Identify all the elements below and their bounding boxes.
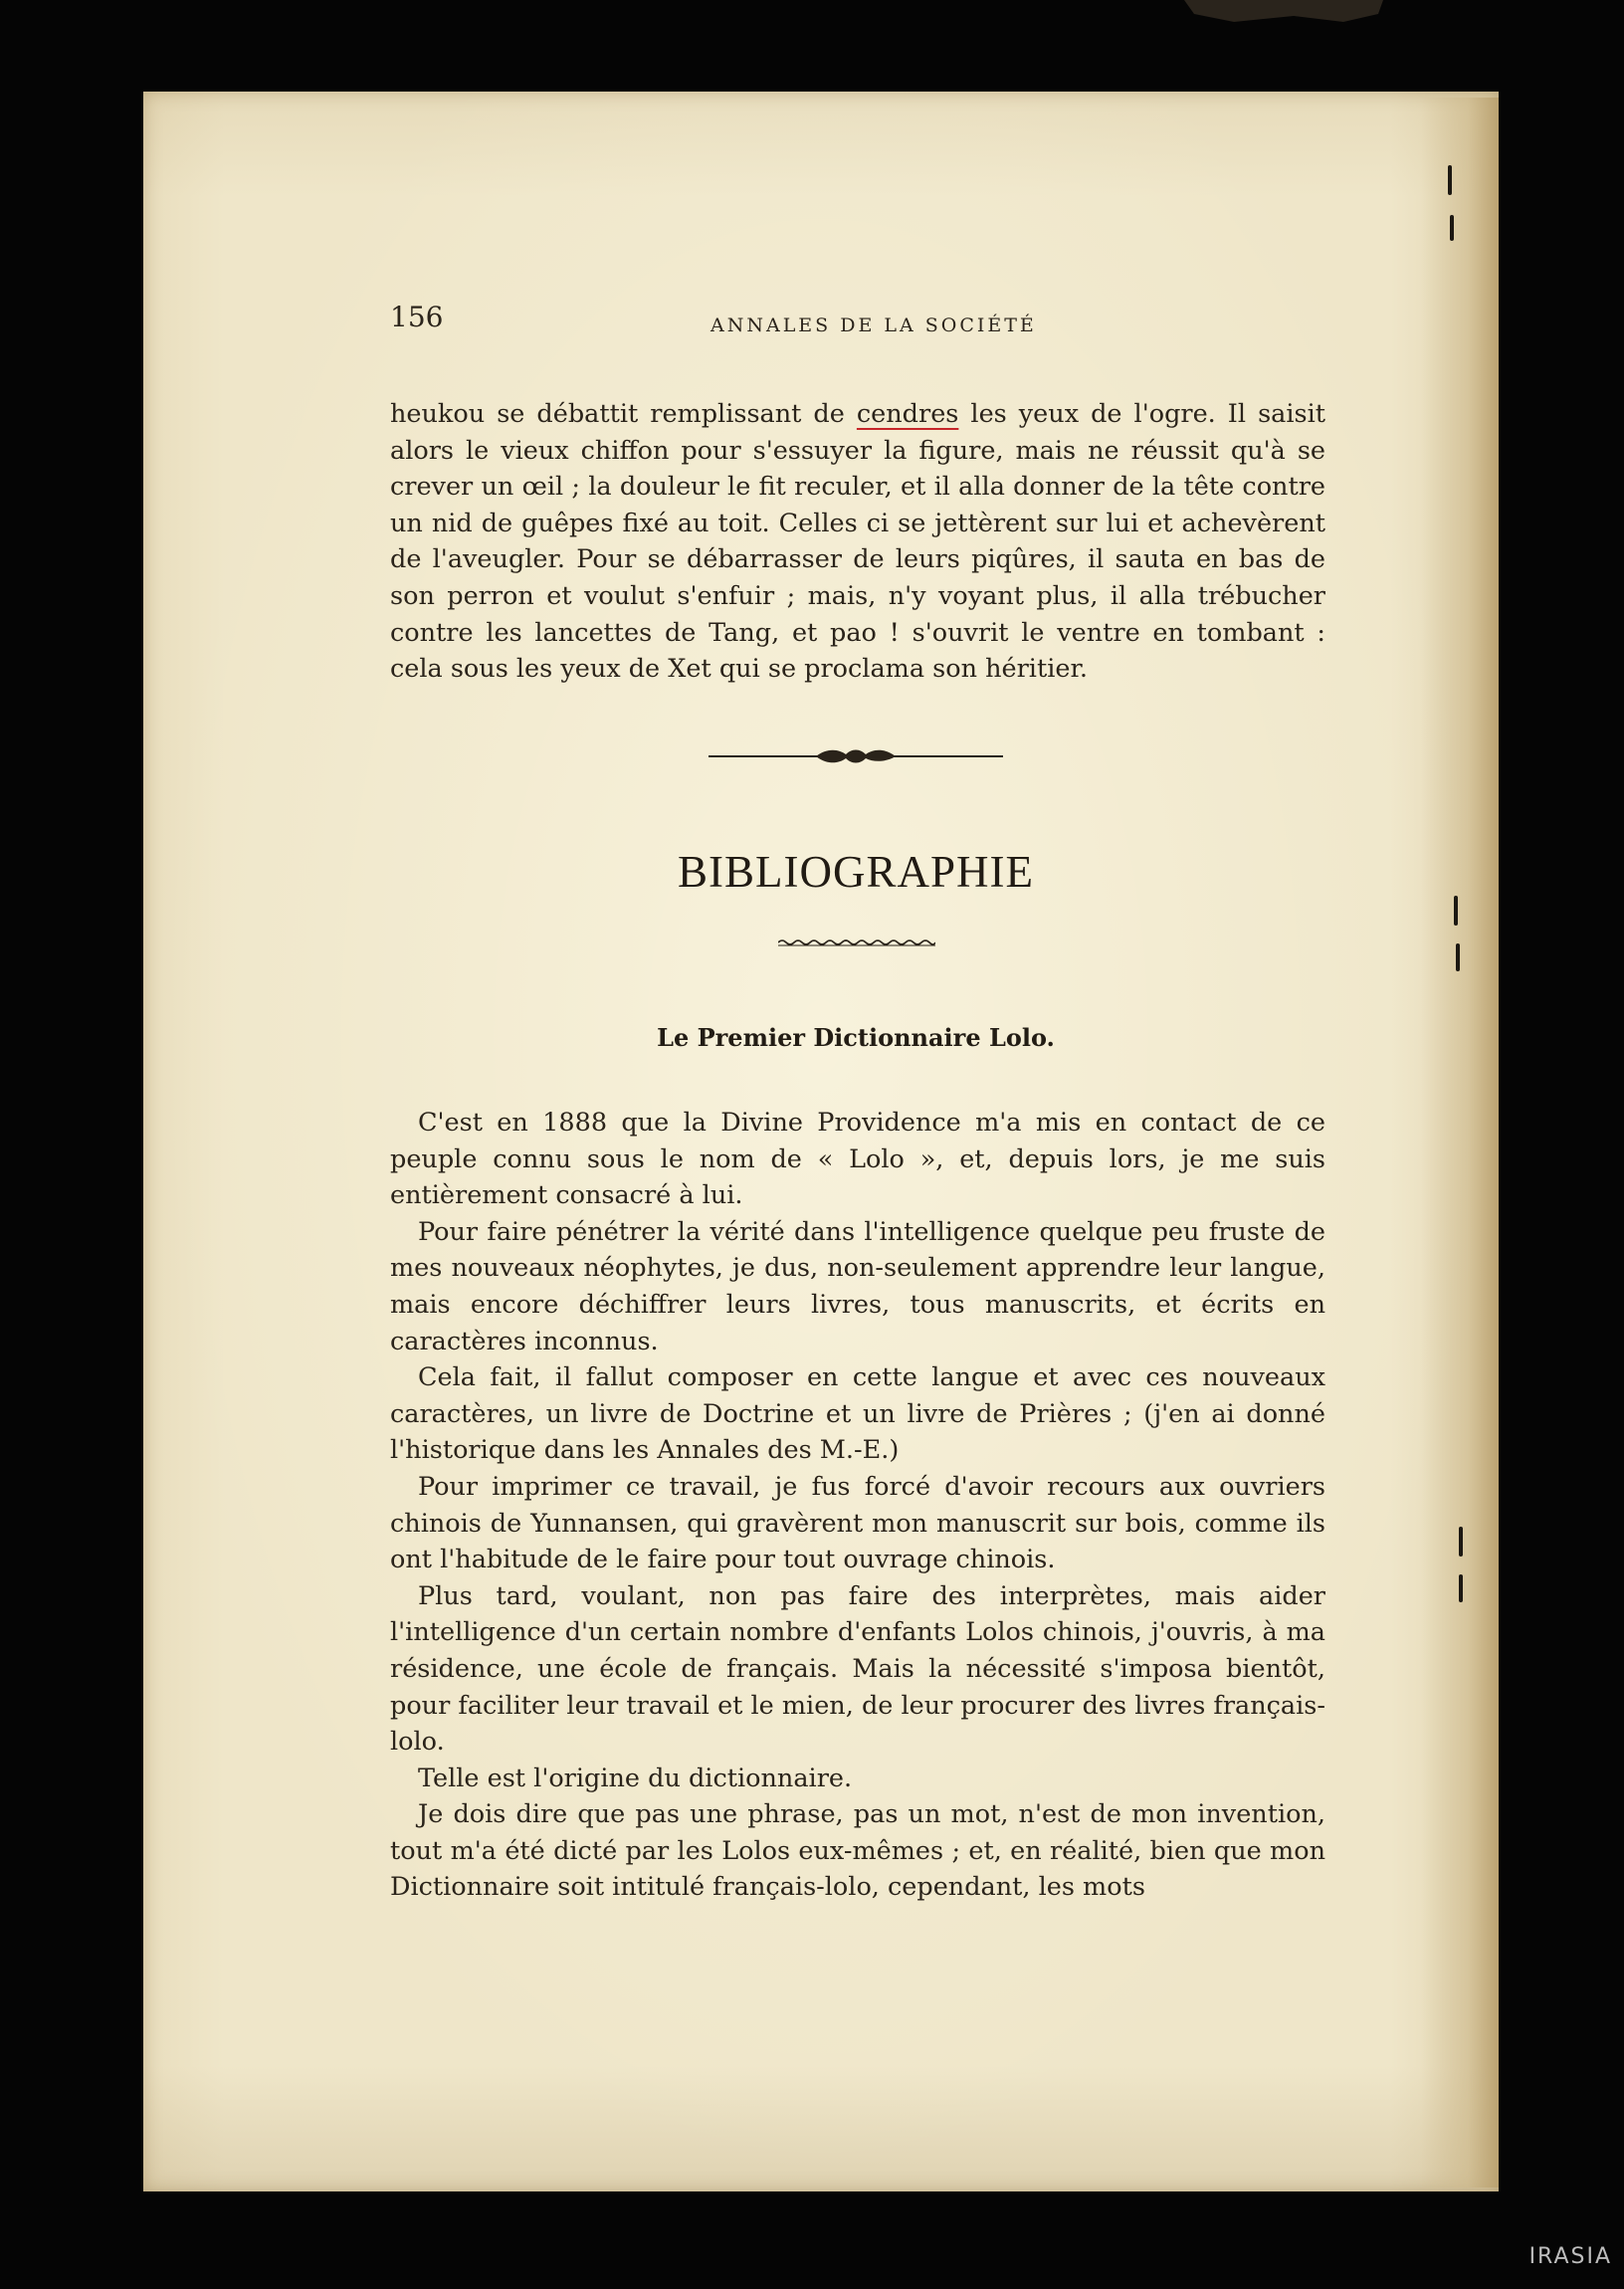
story-paragraph: heukou se débattit remplissant de cendres les yeux de l'ogre. Il saisit alors le vieux chiffon pour s'essuyer la figure, mais ne réussit qu'à se crever un œil ; la douleur le fit reculer, et il alla donner de la tête contre un nid de guêpes fixé au toit. Celles ci se jettèrent sur lui et achevèrent de l'aveugler. Pour se débarrasser de leurs piqûres, il sauta en bas de son perron et voulut s'enfuir ; mais, n'y voyant plus, il alla trébucher contre les lancettes de Tang, et pao ! s'ouvrit le ventre en tombant : cela sous les yeux de Xet qui se proclama son héritier. [390, 399, 1326, 685]
binding-mark [1450, 215, 1454, 241]
page-number: 156 [390, 301, 444, 333]
title-underline-ornament [778, 937, 935, 947]
article-paragraph: Je dois dire que pas une phrase, pas un mot, n'est de mon invention, tout m'a été dicté par les Lolos eux-mêmes ; et, en réalité, bien que mon Dictionnaire soit intitulé français-lolo, cependant, les mots [390, 1799, 1325, 1903]
article-body [390, 1105, 1325, 1906]
article-paragraph: Telle est l'origine du dictionnaire. [418, 1763, 853, 1793]
binding-mark [1459, 1574, 1463, 1602]
story-conclusion [390, 396, 1325, 688]
top-edge-scrap [1174, 0, 1393, 26]
watermark: IRASIA [1528, 2244, 1612, 2269]
page-fore-edge [1421, 98, 1499, 2187]
binding-mark [1454, 896, 1458, 926]
section-title: BIBLIOGRAPHIE [678, 847, 1034, 897]
binding-mark [1459, 1527, 1463, 1557]
article-title: Le Premier Dictionnaire Lolo. [657, 1023, 1055, 1052]
binding-mark [1448, 165, 1452, 195]
red-underlined-word: cendres [856, 399, 959, 429]
article-paragraph: Plus tard, voulant, non pas faire des interprètes, mais aider l'intelligence d'un certain nombre d'enfants Lolos chinois, j'ouvris, à ma résidence, une école de français. Mais la nécessité s'imposa bientôt, pour faciliter leur travail et le mien, de leur procurer des livres français-lolo. [390, 1580, 1325, 1758]
article-paragraph: Pour imprimer ce travail, je fus forcé d'avoir recours aux ouvriers chinois de Yunnansen, qui gravèrent mon manuscrit sur bois, comme ils ont l'habitude de le faire pour tout ouvrage chinois. [390, 1471, 1325, 1575]
running-head: ANNALES DE LA SOCIÉTÉ [710, 314, 1037, 336]
fleuron-divider [709, 744, 1003, 768]
page-header [390, 301, 1385, 340]
article-paragraph: Cela fait, il fallut composer en cette langue et avec ces nouveaux caractères, un livre de Doctrine et un livre de Prières ; (j'en ai donné l'historique dans les Annales des M.-E.) [390, 1362, 1325, 1466]
article-paragraph: Pour faire pénétrer la vérité dans l'intelligence quelque peu fruste de mes nouveaux néophytes, je dus, non-seulement apprendre leur langue, mais encore déchiffrer leurs livres, tous manuscrits, et écrits en caractères inconnus. [390, 1216, 1325, 1356]
binding-mark [1456, 943, 1460, 971]
article-paragraph: C'est en 1888 que la Divine Providence m'a mis en contact de ce peuple connu sous le nom de « Lolo », et, depuis lors, je me suis entièrement consacré à lui. [390, 1108, 1325, 1211]
